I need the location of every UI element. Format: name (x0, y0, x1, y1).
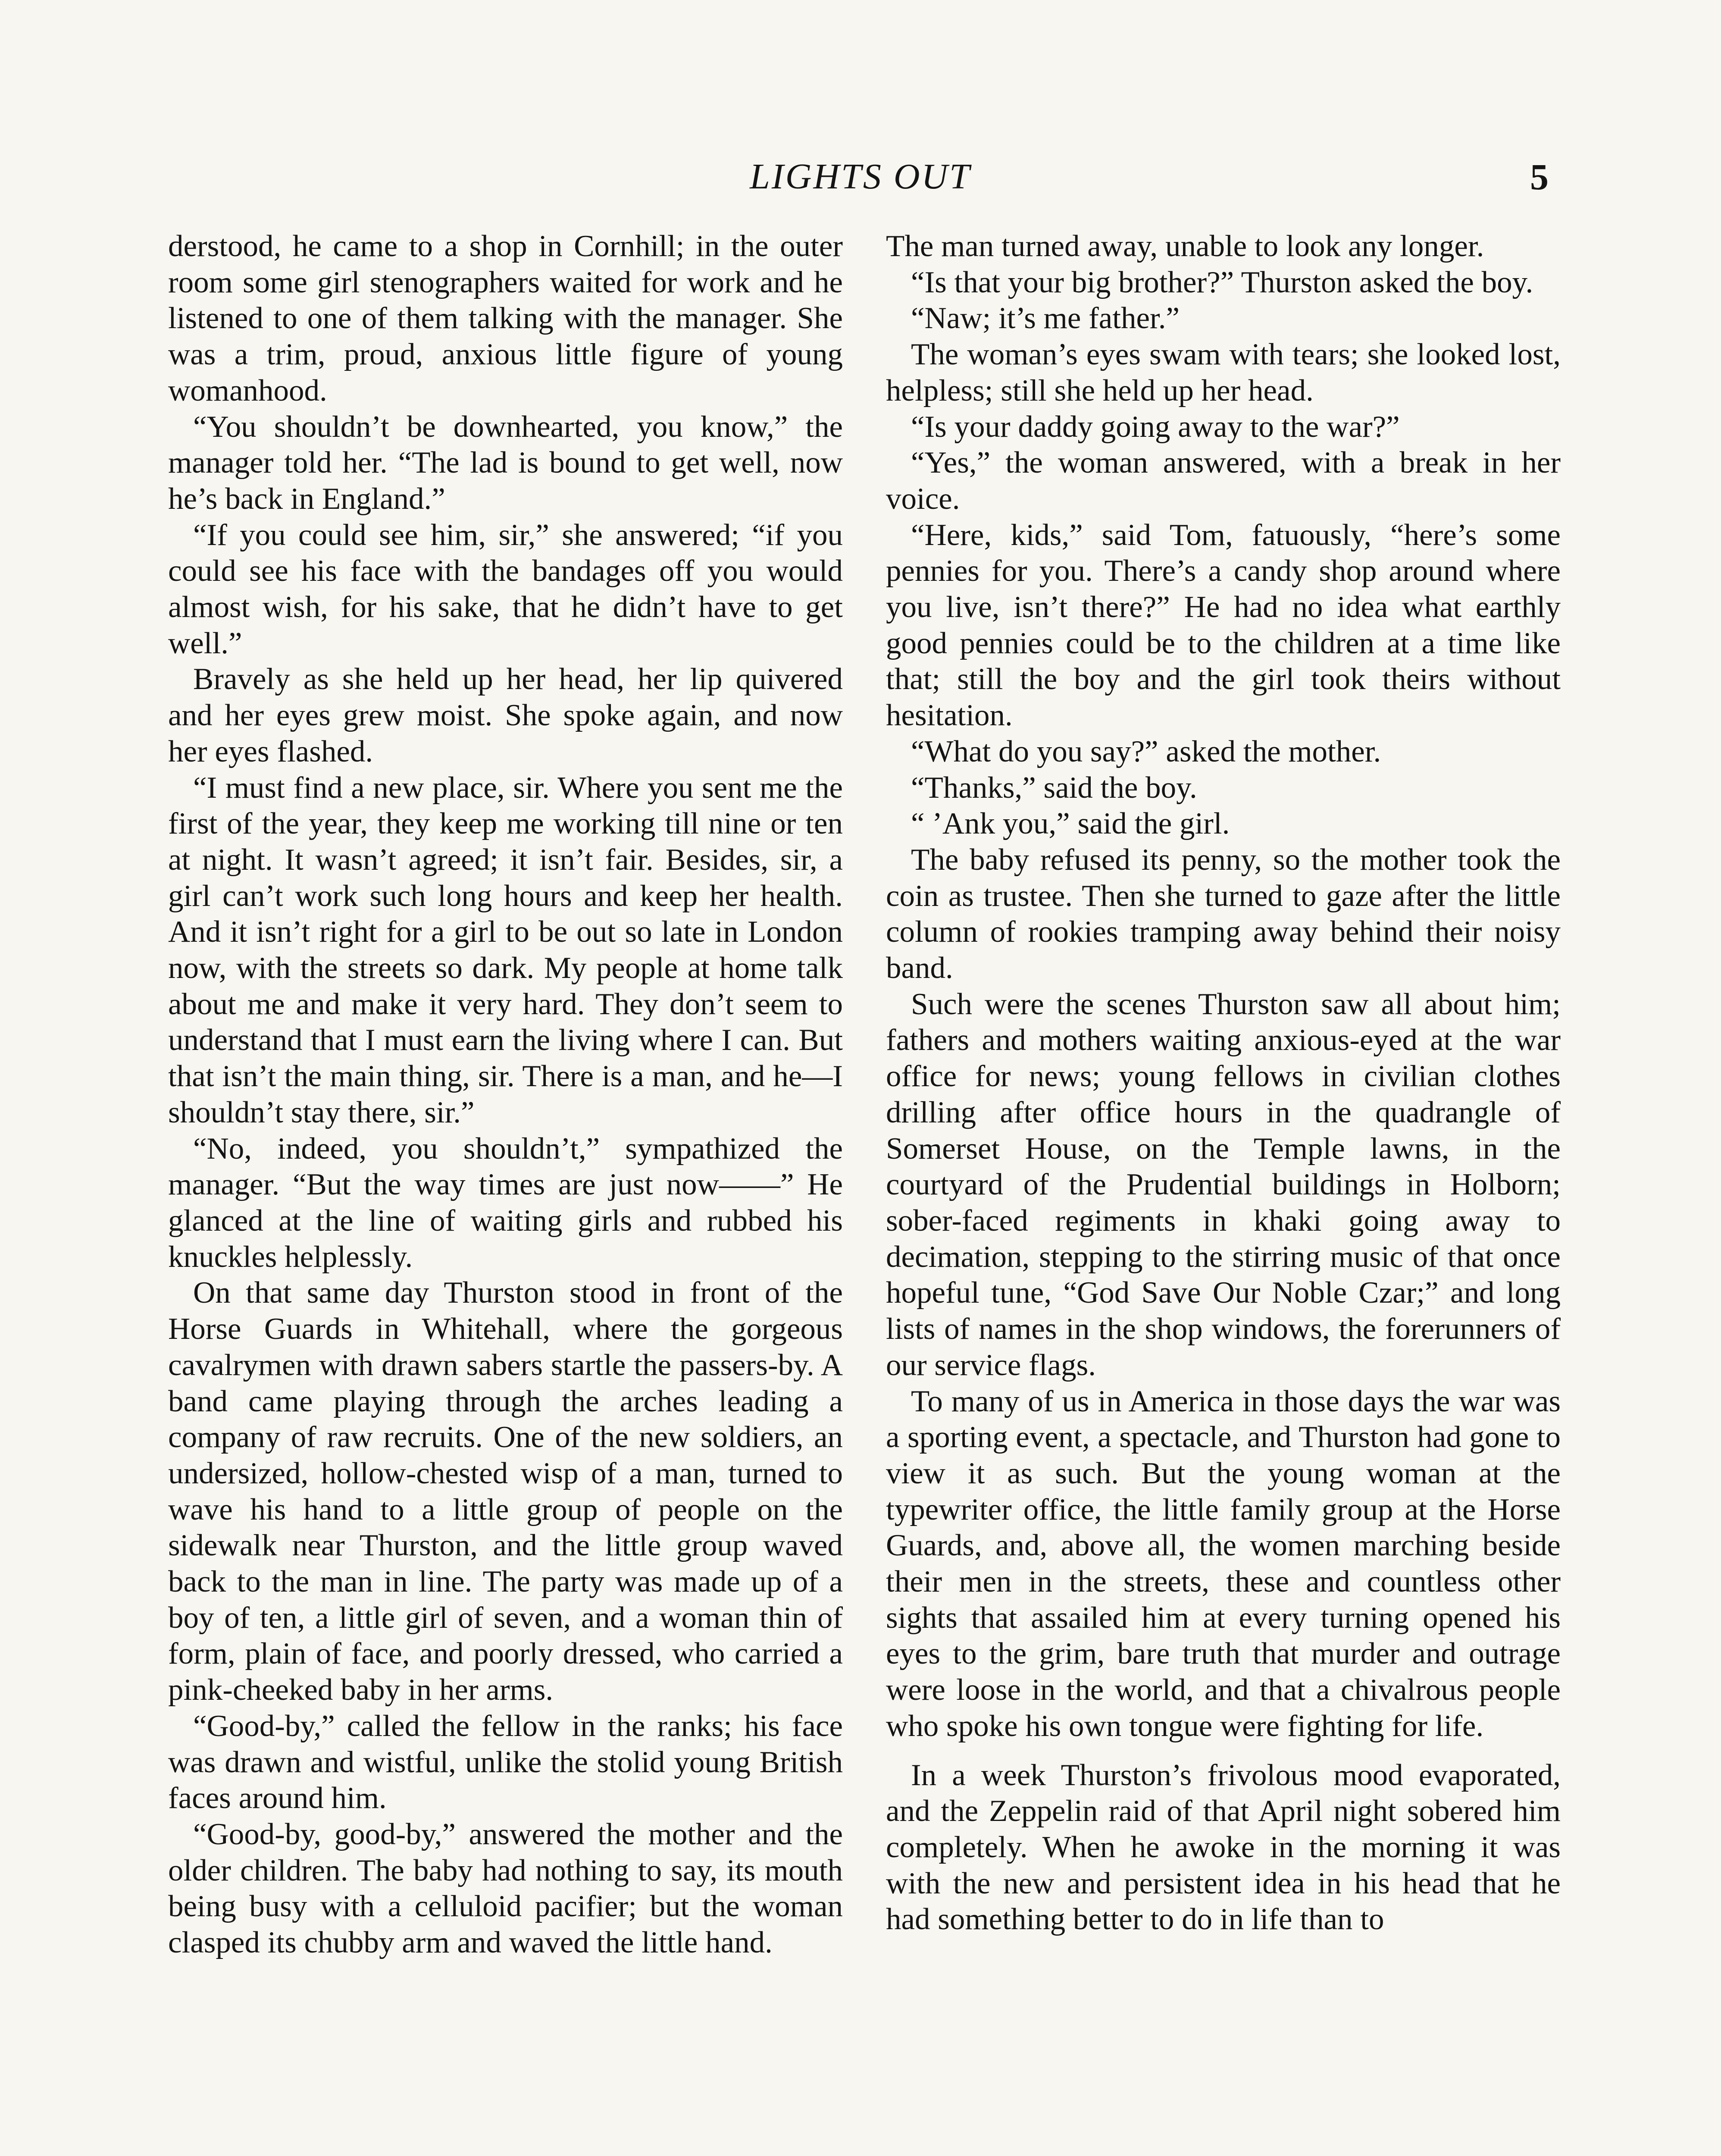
paragraph: “Good-by,” called the fellow in the ranks; his face was drawn and wistful, unlike the stolid young British faces around him. (168, 1709, 843, 1815)
paragraph: “What do you say?” asked the mother. (911, 734, 1381, 768)
paragraph: “Is your daddy going away to the war?” (911, 410, 1400, 444)
paragraph: “ ’Ank you,” said the girl. (911, 807, 1230, 841)
paragraph: “Yes,” the woman answered, with a break in her voice. (886, 446, 1561, 516)
left-text-column (168, 229, 843, 1961)
running-title: LIGHTS OUT (750, 157, 971, 197)
paragraph: “No, indeed, you shouldn’t,” sympathized the manager. “But the way times are just now——” He glanced at the line of waiting girls and rubbed his knuckles helplessly. (168, 1131, 843, 1274)
paragraph: “Naw; it’s me father.” (911, 301, 1180, 335)
paragraph: The baby refused its penny, so the mother took the coin as trustee. Then she turned to gaze after the little column of rookies tramping away behind their noisy band. (886, 843, 1561, 985)
page-number: 5 (1530, 156, 1549, 197)
page-header (0, 153, 1721, 201)
paragraph: “Good-by, good-by,” answered the mother and the older children. The baby had nothing to say, its mouth being busy with a celluloid pacifier; but the woman clasped its chubby arm and waved the little hand. (168, 1817, 843, 1960)
paragraph: “Thanks,” said the boy. (911, 771, 1197, 805)
paragraph: “Is that your big brother?” Thurston asked the boy. (911, 265, 1533, 299)
paragraph: derstood, he came to a shop in Cornhill; in the outer room some girl stenographers waited for work and he listened to one of them talking with the manager. She was a trim, proud, anxious little figure of young womanhood. (168, 229, 843, 407)
paragraph: “You shouldn’t be downhearted, you know,” the manager told her. “The lad is bound to get well, now he’s back in England.” (168, 410, 843, 516)
paragraph: Such were the scenes Thurston saw all about him; fathers and mothers waiting anxious-eyed at the war office for news; young fellows in civilian clothes drilling after office hours in the quadrangle of Somerset House, on the Temple lawns, in the courtyard of the Prudential buildings in Holborn; sober-faced regiments in khaki going away to decimation, stepping to the stirring music of that once hopeful tune, “God Save Our Noble Czar;” and long lists of names in the shop windows, the forerunners of our service flags. (886, 987, 1561, 1382)
paragraph: Bravely as she held up her head, her lip quivered and her eyes grew moist. She spoke again, and now her eyes flashed. (168, 662, 843, 768)
paragraph: “Here, kids,” said Tom, fatuously, “here’s some pennies for you. There’s a candy shop around where you live, isn’t there?” He had no idea what earthly good pennies could be to the children at a time like that; still the boy and the girl took theirs without hesitation. (886, 518, 1561, 733)
paragraph: “If you could see him, sir,” she answered; “if you could see his face with the bandages off you would almost wish, for his sake, that he didn’t have to get well.” (168, 518, 843, 660)
paragraph: “I must find a new place, sir. Where you sent me the first of the year, they keep me working till nine or ten at night. It wasn’t agreed; it isn’t fair. Besides, sir, a girl can’t work such long hours and keep her health. And it isn’t right for a girl to be out so late in London now, with the streets so dark. My people at home talk about me and make it very hard. They don’t seem to understand that I must earn the living where I can. But that isn’t the main thing, sir. There is a man, and he—I shouldn’t stay there, sir.” (168, 771, 843, 1129)
paragraph: The man turned away, unable to look any longer. (886, 229, 1484, 263)
paragraph: On that same day Thurston stood in front of the Horse Guards in Whitehall, where the gorgeous cavalrymen with drawn sabers startle the passers-by. A band came playing through the arches leading a company of raw recruits. One of the new soldiers, an undersized, hollow-chested wisp of a man, turned to wave his hand to a little group of people on the sidewalk near Thurston, and the little group waved back to the man in line. The party was made up of a boy of ten, a little girl of seven, and a woman thin of form, plain of face, and poorly dressed, who carried a pink-cheeked baby in her arms. (168, 1276, 843, 1707)
paragraph: In a week Thurston’s frivolous mood evaporated, and the Zeppelin raid of that April night sobered him completely. When he awoke in the morning it was with the new and persistent idea in his head that he had something better to do in life than to (886, 1758, 1561, 1937)
paragraph: The woman’s eyes swam with tears; she looked lost, helpless; still she held up her head. (886, 338, 1561, 407)
paragraph: To many of us in America in those days the war was a sporting event, a spectacle, and Thurston had gone to view it as such. But the young woman at the typewriter office, the little family group at the Horse Guards, and, above all, the women marching beside their men in the streets, these and countless other sights that assailed him at every turning opened his eyes to the grim, bare truth that murder and outrage were loose in the world, and that a chivalrous people who spoke his own tongue were fighting for life. (886, 1384, 1561, 1743)
right-text-column (886, 229, 1561, 1938)
